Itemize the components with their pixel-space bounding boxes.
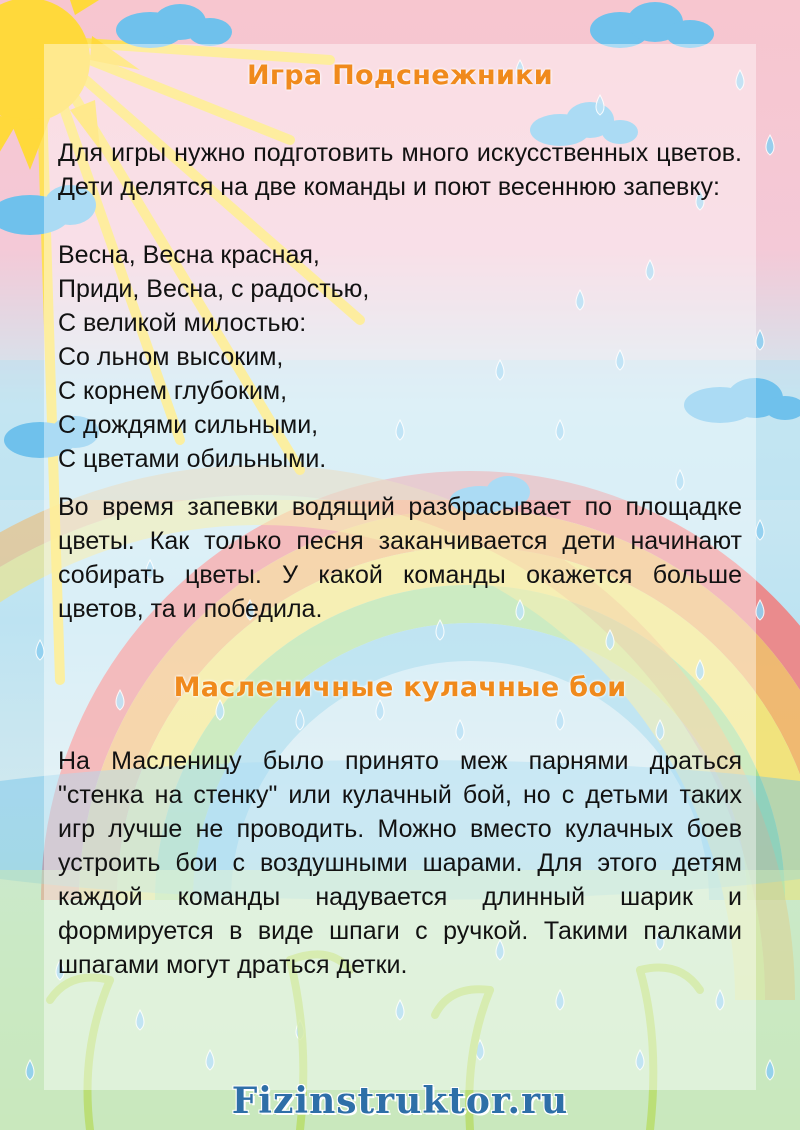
verse-line: С дождями сильными, <box>58 411 319 439</box>
cloud-icon <box>116 4 232 48</box>
section2-title: Масленичные кулачные бои <box>173 672 627 703</box>
section2-body: На Масленицу было принято меж парнями драться "стенка на стенку" или кулачный бой, но с детьми таких игр лучше не проводить. Можно вместо кулачных боев устроить бои с воздушными шарами. Для этого детям каждой команды надувается длинный шарик и формируется в виде шпаги с ручкой. Такими палками шпагами могут драться детки. <box>58 747 742 979</box>
verse-line: С корнем глубоким, <box>58 377 288 405</box>
verse-line: Приди, Весна, с радостью, <box>58 275 370 303</box>
section1-outro: Во время запевки водящий разбрасывает по площадке цветы. Как только песня заканчивается дети начинают собирать цветы. У какой команды окажется больше цветов, та и победила. <box>58 493 742 623</box>
section1-intro: Для игры нужно подготовить много искусственных цветов. Дети делятся на две команды и поют весеннюю запевку: <box>58 139 742 201</box>
verse-line: С великой милостью: <box>58 309 307 337</box>
verse-line: Со льном высоким, <box>58 343 284 371</box>
verse-line: С цветами обильными. <box>58 445 327 473</box>
section1-title: Игра Подснежники <box>246 60 554 91</box>
cloud-icon <box>590 2 714 48</box>
section1-verse <box>58 238 742 476</box>
site-watermark: Fizinstruktor.ru <box>231 1080 569 1122</box>
verse-line: Весна, Весна красная, <box>58 241 320 269</box>
